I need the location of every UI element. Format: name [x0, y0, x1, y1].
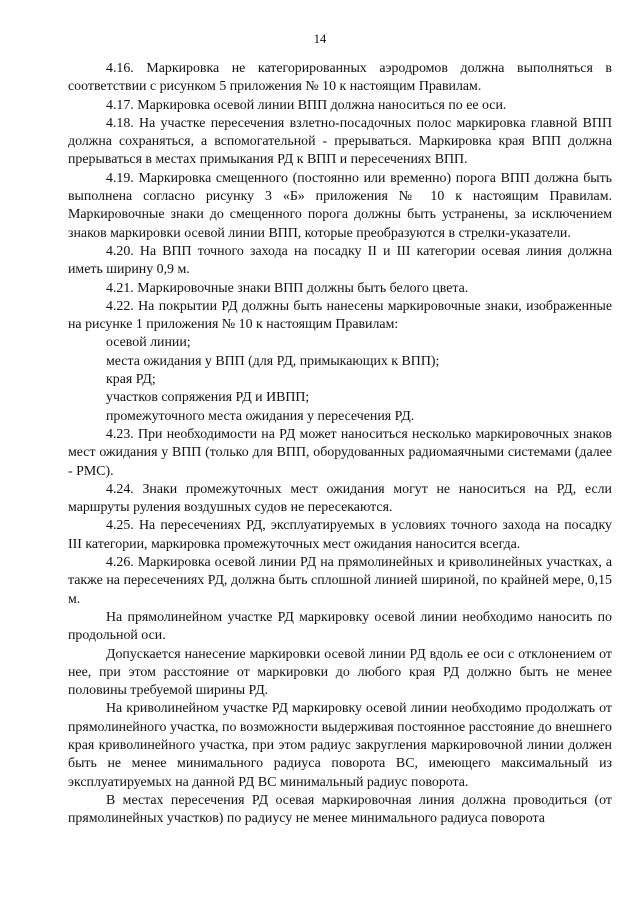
paragraph-4-19: 4.19. Маркировка смещенного (постоянно или временно) порога ВПП должна быть выполнена согласно рисунку 3 «Б» приложения № 10 к настоящим Правилам. Маркировочные знаки до смещенного порога должны быть устранены, за исключением знаков маркировки осевой линии ВПП, которые преобразуются в стрелки-указатели. — [68, 170, 612, 241]
list-item: промежуточного места ожидания у пересечения РД. — [106, 408, 415, 424]
paragraph-4-20: 4.20. На ВПП точного захода на посадку II и III категории осевая линия должна иметь ширину 0,9 м. — [68, 243, 612, 278]
list-item: места ожидания у ВПП (для РД, примыкающих к ВПП); — [106, 353, 440, 369]
paragraph-curved-section: На криволинейном участке РД маркировку осевой линии необходимо продолжать от прямолинейного участка, по возможности выдерживая постоянное расстояние до внешнего края криволинейного участка, при этом радиус закругления маркировочной линии должен быть не менее минимального радиуса поворота ВС, имеющего максимальный из эксплуатируемых на данной РД ВС минимальный радиус поворота. — [68, 701, 612, 790]
paragraph-4-24: 4.24. Знаки промежуточных мест ожидания могут не наноситься на РД, если маршруты руления воздушных судов не пересекаются. — [68, 481, 612, 516]
paragraph-4-26: 4.26. Маркировка осевой линии РД на прямолинейных и криволинейных участках, а также на пересечениях РД, должна быть сплошной линией шириной, по крайней мере, 0,15 м. — [68, 555, 612, 607]
paragraph-4-21: 4.21. Маркировочные знаки ВПП должны быть белого цвета. — [106, 280, 469, 296]
list-item: края РД; — [106, 372, 156, 388]
paragraph-4-17: 4.17. Маркировка осевой линии ВПП должна наноситься по ее оси. — [106, 97, 507, 113]
paragraph-4-22: 4.22. На покрытии РД должны быть нанесены маркировочные знаки, изображенные на рисунке 1 приложения № 10 к настоящим Правилам: — [68, 298, 612, 333]
paragraph-intersections: В местах пересечения РД осевая маркировочная линия должна проводиться (от прямолинейных участков) по радиусу не менее минимального радиуса поворота — [68, 792, 612, 827]
paragraph-straight-section: На прямолинейном участке РД маркировку осевой линии необходимо наносить по продольной оси. — [68, 609, 612, 644]
document-body — [68, 60, 612, 828]
paragraph-4-23: 4.23. При необходимости на РД может наноситься несколько маркировочных знаков мест ожидания у ВПП (только для ВПП, оборудованных радиомаячными системами (далее - РМС). — [68, 426, 612, 479]
page-number: 14 — [313, 32, 327, 46]
paragraph-4-25: 4.25. На пересечениях РД, эксплуатируемых в условиях точного захода на посадку III категории, маркировка промежуточных мест ожидания наносится всегда. — [68, 518, 612, 552]
paragraph-offset-allowed: Допускается нанесение маркировки осевой линии РД вдоль ее оси с отклонением от нее, при этом расстояние от маркировки до любого края РД должно быть не менее половины требуемой ширины РД. — [68, 646, 612, 699]
paragraph-4-18: 4.18. На участке пересечения взлетно-посадочных полос маркировка главной ВПП должна сохраняться, а вспомогательной - прерываться. Маркировка края ВПП должна прерываться в местах примыкания РД к ВПП и пересечениях ВПП. — [68, 115, 612, 168]
list-item: осевой линии; — [106, 335, 191, 351]
paragraph-4-16: 4.16. Маркировка не категорированных аэродромов должна выполняться в соответствии с рисунком 5 приложения № 10 к настоящим Правилам. — [68, 61, 612, 95]
list-item: участков сопряжения РД и ИВПП; — [106, 390, 310, 406]
